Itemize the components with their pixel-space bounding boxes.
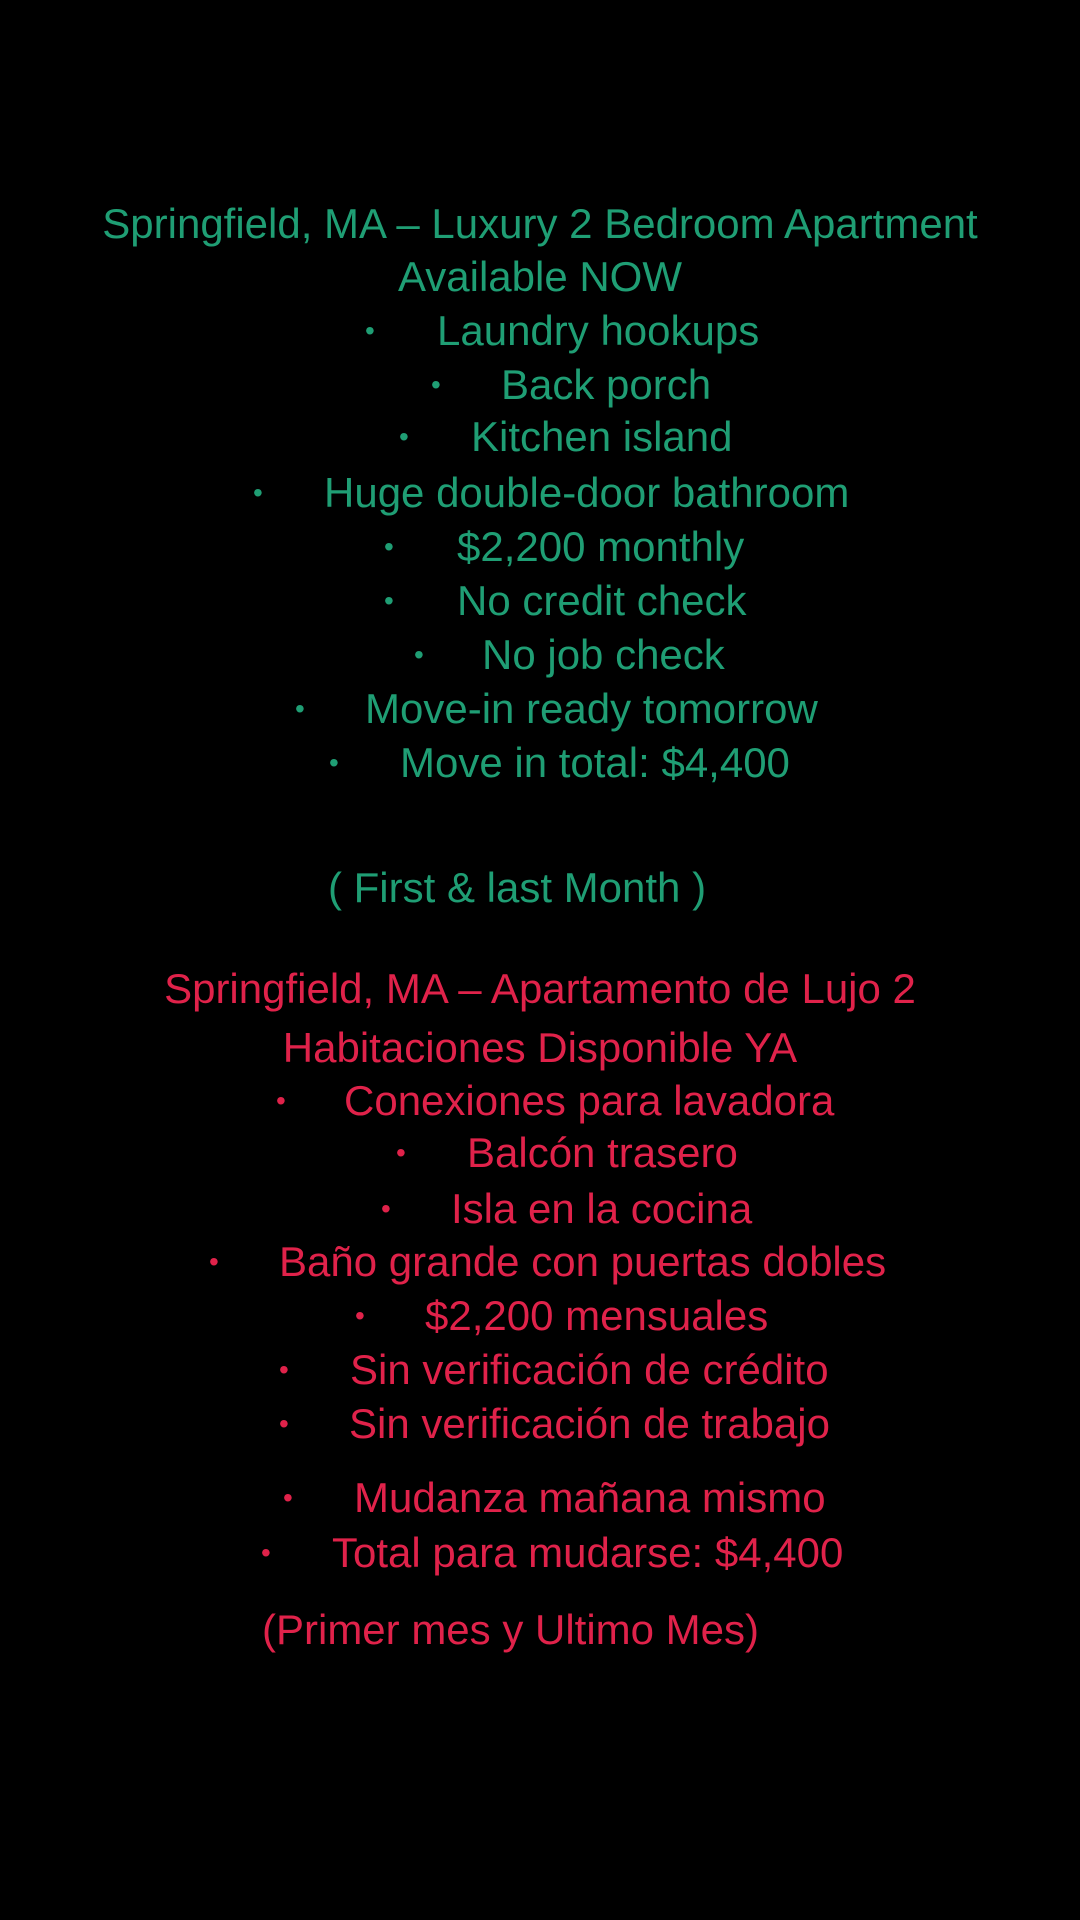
bullet-icon: • [279, 1354, 289, 1385]
spanish-note: (Primer mes y Ultimo Mes) [262, 1606, 760, 1653]
bullet-icon: • [431, 369, 441, 400]
list-item-text: Move-in ready tomorrow [365, 685, 818, 732]
bullet-icon: • [283, 1482, 293, 1513]
bullet-icon: • [384, 531, 394, 562]
bullet-icon: • [276, 1085, 286, 1116]
bullet-icon: • [355, 1300, 365, 1331]
list-item-text: Balcón trasero [467, 1129, 738, 1176]
list-item-text: Total para mudarse: $4,400 [332, 1529, 844, 1576]
list-item-text: Sin verificación de trabajo [349, 1400, 830, 1447]
list-item-text: $2,200 monthly [457, 523, 745, 570]
bullet-icon: • [414, 639, 424, 670]
list-item-text: No job check [482, 631, 725, 678]
list-item-text: Isla en la cocina [451, 1185, 753, 1232]
bullet-icon: • [261, 1537, 271, 1568]
list-item-text: Back porch [501, 361, 712, 408]
list-item-text: Kitchen island [471, 413, 733, 460]
list-item-text: $2,200 mensuales [425, 1292, 769, 1339]
bullet-icon: • [279, 1408, 289, 1439]
english-note: ( First & last Month ) [328, 864, 707, 911]
bullet-icon: • [209, 1246, 219, 1277]
list-item-text: Move in total: $4,400 [400, 739, 790, 786]
bullet-icon: • [396, 1137, 406, 1168]
bullet-icon: • [253, 477, 263, 508]
spanish-title-line2: Habitaciones Disponible YA [282, 1024, 798, 1071]
bullet-icon: • [384, 585, 394, 616]
list-item-text: Huge double-door bathroom [324, 469, 850, 516]
list-item-text: Baño grande con puertas dobles [279, 1238, 887, 1285]
bullet-icon: • [365, 315, 375, 346]
list-item-text: Mudanza mañana mismo [354, 1474, 826, 1521]
list-item-text: Conexiones para lavadora [344, 1077, 835, 1124]
spanish-title-line1: Springfield, MA – Apartamento de Lujo 2 [164, 965, 916, 1012]
list-item-text: Sin verificación de crédito [350, 1346, 829, 1393]
english-title-line2: Available NOW [398, 253, 682, 300]
list-item-text: No credit check [457, 577, 747, 624]
list-item-text: Laundry hookups [437, 307, 760, 354]
bullet-icon: • [329, 747, 339, 778]
bullet-icon: • [381, 1193, 391, 1224]
bullet-icon: • [295, 693, 305, 724]
bullet-icon: • [399, 421, 409, 452]
english-title-line1: Springfield, MA – Luxury 2 Bedroom Apartment [102, 200, 978, 247]
